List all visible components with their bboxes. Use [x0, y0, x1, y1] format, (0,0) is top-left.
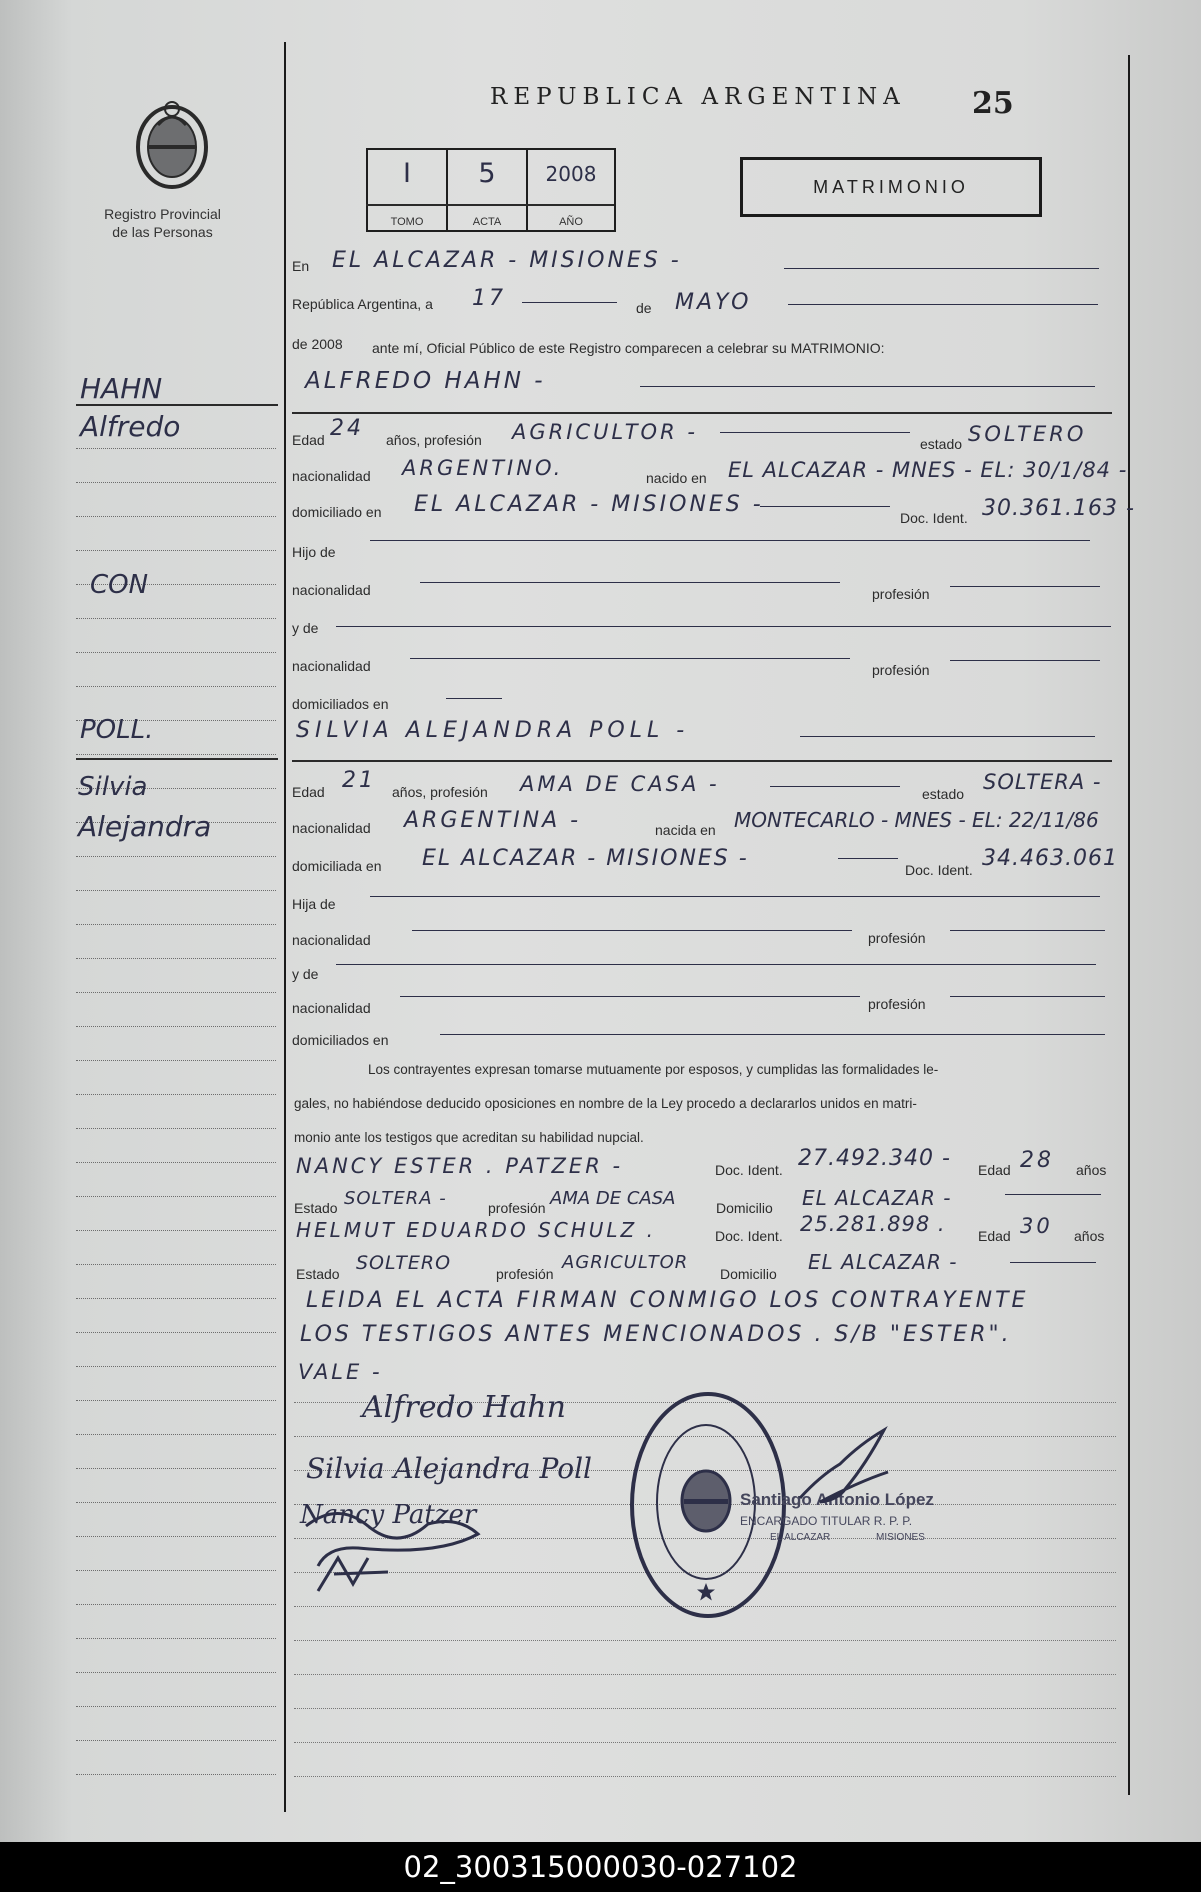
margin-rule: [76, 890, 276, 891]
label-doc-witness1: Doc. Ident.: [715, 1162, 783, 1178]
bride-domicile: EL ALCAZAR - MISIONES -: [422, 846, 749, 871]
margin-rule: [76, 1298, 276, 1299]
groom-doc: 30.361.163 -: [982, 496, 1135, 521]
bride-status: SOLTERA -: [983, 770, 1102, 794]
bride-profession: AMA DE CASA -: [520, 772, 720, 796]
margin-rule: [76, 516, 276, 517]
acta-label: ACTA: [472, 216, 502, 228]
margin-rule: [76, 1638, 276, 1639]
witness-signature: Nancy Patzer: [300, 1500, 477, 1530]
margin-rule: [76, 1162, 276, 1163]
label-estado-groom: estado: [920, 436, 963, 452]
witness2-profession: AGRICULTOR: [562, 1252, 689, 1273]
groom-nationality: ARGENTINO.: [402, 456, 564, 480]
body-rule: [294, 1742, 1116, 1743]
coat-of-arms-icon: [128, 95, 216, 193]
label-nacionalidad-groom: nacionalidad: [292, 468, 371, 484]
official-province: MISIONES: [876, 1532, 925, 1543]
witness1-profession: AMA DE CASA: [550, 1188, 676, 1209]
label-hija-de: Hija de: [292, 896, 336, 912]
margin-groom-name: Alfredo: [80, 410, 181, 443]
left-border: [284, 42, 286, 1812]
margin-rule: [76, 482, 276, 483]
margin-rule: [76, 1060, 276, 1061]
margin-rule: [76, 1026, 276, 1027]
witness1-domicile: EL ALCAZAR -: [802, 1186, 952, 1210]
label-edad-bride: Edad: [292, 784, 325, 800]
body-rule: [294, 1776, 1116, 1777]
label-y-de-groom: y de: [292, 620, 319, 636]
registry-name: Registro Provincial de las Personas: [104, 206, 221, 240]
groom-signature: Alfredo Hahn: [362, 1390, 566, 1425]
margin-rule: [76, 1672, 276, 1673]
bride-divider: [292, 760, 1112, 762]
witness2-age: 30: [1020, 1214, 1053, 1238]
label-nacionalidad-bride-mother: nacionalidad: [292, 1000, 371, 1016]
label-de: de: [636, 300, 652, 316]
margin-divider-2: [76, 758, 278, 760]
groom-divider: [292, 412, 1112, 414]
closing-line-3: VALE -: [298, 1360, 383, 1384]
acta-value: 5: [478, 158, 496, 189]
label-y-de-bride: y de: [292, 966, 319, 982]
label-doc-bride: Doc. Ident.: [905, 862, 973, 878]
groom-full-name: ALFREDO HAHN -: [305, 368, 546, 394]
margin-rule: [76, 1468, 276, 1469]
margin-rule: [76, 1264, 276, 1265]
margin-rule: [76, 1604, 276, 1605]
margin-rule: [76, 1502, 276, 1503]
margin-rule: [76, 1774, 276, 1775]
seal-emblem-icon: [676, 1466, 736, 1536]
ano-value: 2008: [545, 162, 597, 186]
witness2-doc: 25.281.898 .: [800, 1212, 946, 1236]
label-profesion-bride-father: profesión: [868, 930, 926, 946]
label-anos-witness2: años: [1074, 1228, 1105, 1244]
witness1-doc: 27.492.340 -: [798, 1146, 951, 1171]
margin-rule: [76, 754, 276, 755]
witness2-status: SOLTERO: [356, 1252, 452, 1274]
witness1-age: 28: [1020, 1148, 1054, 1173]
label-profesion-witness1: profesión: [488, 1200, 546, 1216]
groom-status: SOLTERO: [968, 422, 1087, 446]
entry-day: 17: [472, 286, 506, 311]
groom-age: 24: [330, 416, 364, 441]
registry-box: [366, 148, 616, 232]
margin-con: CON: [90, 570, 149, 600]
margin-rule: [76, 1128, 276, 1129]
groom-profession: AGRICULTOR -: [512, 420, 698, 444]
label-profesion-groom-father: profesión: [872, 586, 930, 602]
label-republica: República Argentina, a: [292, 296, 433, 312]
label-profesion-witness2: profesión: [496, 1266, 554, 1282]
label-nacida-en: nacida en: [655, 822, 716, 838]
label-anos-profesion-bride: años, profesión: [392, 784, 488, 800]
label-edad-witness1: Edad: [978, 1162, 1011, 1178]
margin-rule: [76, 992, 276, 993]
witness-scribble-icon: [298, 1496, 498, 1596]
margin-rule: [76, 924, 276, 925]
closing-line-1: LEIDA EL ACTA FIRMAN CONMIGO LOS CONTRAYENTE: [306, 1288, 1029, 1313]
label-nacionalidad-bride: nacionalidad: [292, 820, 371, 836]
margin-bride-name2: Alejandra: [78, 810, 212, 843]
margin-rule: [76, 652, 276, 653]
label-estado-witness2: Estado: [296, 1266, 340, 1282]
official-title: ENCARGADO TITULAR R. P. P.: [740, 1514, 913, 1528]
tomo-value: I: [403, 158, 411, 189]
body-rule: [294, 1708, 1116, 1709]
entry-month: MAYO: [675, 290, 752, 315]
star-icon: [696, 1582, 716, 1602]
label-estado-bride: estado: [922, 786, 965, 802]
legal-line-1: Los contrayentes expresan tomarse mutuamente por esposos, y cumplidas las formalidades le-: [368, 1062, 939, 1077]
margin-rule: [76, 618, 276, 619]
body-rule: [294, 1640, 1116, 1641]
label-estado-witness1: Estado: [294, 1200, 338, 1216]
margin-bride-surname: POLL.: [80, 715, 154, 745]
right-border: [1128, 55, 1130, 1795]
label-profesion-bride-mother: profesión: [868, 996, 926, 1012]
witness2-name: HELMUT EDUARDO SCHULZ .: [296, 1218, 656, 1242]
ano-label: AÑO: [559, 216, 583, 228]
label-profesion-groom-mother: profesión: [872, 662, 930, 678]
margin-rule: [76, 958, 276, 959]
legal-line-3: monio ante los testigos que acreditan su habilidad nupcial.: [294, 1130, 644, 1145]
witness1-status: SOLTERA -: [344, 1188, 447, 1209]
label-en: En: [292, 258, 310, 274]
label-edad-witness2: Edad: [978, 1228, 1011, 1244]
footer-code: 02_300315000030-027102: [0, 1842, 1201, 1892]
margin-rule: [76, 686, 276, 687]
witness1-name: NANCY ESTER . PATZER -: [296, 1154, 624, 1178]
label-anos-witness1: años: [1076, 1162, 1107, 1178]
margin-rule: [76, 1196, 276, 1197]
label-domiciliados-en-groom: domiciliados en: [292, 696, 389, 712]
label-doc-groom: Doc. Ident.: [900, 510, 968, 526]
label-domiciliado-en: domiciliado en: [292, 504, 382, 520]
page-title: REPUBLICA ARGENTINA: [490, 84, 906, 110]
label-doc-witness2: Doc. Ident.: [715, 1228, 783, 1244]
label-domicilio-witness1: Domicilio: [716, 1200, 773, 1216]
legal-line-2: gales, no habiéndose deducido oposiciones en nombre de la Ley procedo a declararlos unidos en matri-: [294, 1096, 917, 1111]
label-ante-mi: ante mí, Oficial Público de este Registro comparecen a celebrar su MATRIMONIO:: [372, 340, 885, 356]
groom-domicile: EL ALCAZAR - MISIONES -: [414, 492, 764, 517]
margin-rule: [76, 1332, 276, 1333]
label-hijo-de: Hijo de: [292, 544, 336, 560]
document-type: MATRIMONIO: [740, 157, 1042, 217]
margin-rule: [76, 550, 276, 551]
margin-rule: [76, 1570, 276, 1571]
page-number: 25: [972, 86, 1014, 121]
label-nacionalidad-bride-father: nacionalidad: [292, 932, 371, 948]
tomo-label: TOMO: [390, 216, 424, 228]
margin-groom-surname: HAHN: [80, 372, 163, 405]
label-domiciliados-en-bride: domiciliados en: [292, 1032, 389, 1048]
margin-rule: [76, 1434, 276, 1435]
margin-rule: [76, 448, 276, 449]
margin-rule: [76, 1740, 276, 1741]
margin-rule: [76, 1536, 276, 1537]
margin-rule: [76, 1400, 276, 1401]
label-nacionalidad-groom-father: nacionalidad: [292, 582, 371, 598]
margin-bride-name1: Silvia: [78, 772, 148, 802]
margin-rule: [76, 856, 276, 857]
margin-rule: [76, 1706, 276, 1707]
bride-nationality: ARGENTINA -: [404, 808, 582, 833]
entry-place: EL ALCAZAR - MISIONES -: [332, 248, 682, 273]
witness2-domicile: EL ALCAZAR -: [808, 1250, 958, 1274]
label-domicilio-witness2: Domicilio: [720, 1266, 777, 1282]
bride-full-name: SILVIA ALEJANDRA POLL -: [296, 718, 690, 743]
bride-age: 21: [342, 768, 376, 793]
official-signature-icon: [780, 1416, 910, 1516]
label-nacionalidad-groom-mother: nacionalidad: [292, 658, 371, 674]
body-rule: [294, 1674, 1116, 1675]
label-de-2008: de 2008: [292, 336, 343, 352]
official-name: Santiago Antonio López: [740, 1490, 934, 1509]
label-domiciliada-en: domiciliada en: [292, 858, 382, 874]
bride-signature: Silvia Alejandra Poll: [306, 1452, 592, 1485]
groom-birth: EL ALCAZAR - MNES - EL: 30/1/84 -: [728, 458, 1128, 482]
official-place: EL ALCAZAR: [770, 1532, 831, 1543]
bride-birth: MONTECARLO - MNES - EL: 22/11/86: [734, 808, 1099, 832]
margin-rule: [76, 1366, 276, 1367]
closing-line-2: LOS TESTIGOS ANTES MENCIONADOS . S/B "ESTER".: [300, 1322, 1012, 1347]
label-anos-profesion-groom: años, profesión: [386, 432, 482, 448]
label-edad-groom: Edad: [292, 432, 325, 448]
bride-doc: 34.463.061: [982, 846, 1118, 871]
margin-rule: [76, 1230, 276, 1231]
margin-rule: [76, 1094, 276, 1095]
label-nacido-en: nacido en: [646, 470, 707, 486]
